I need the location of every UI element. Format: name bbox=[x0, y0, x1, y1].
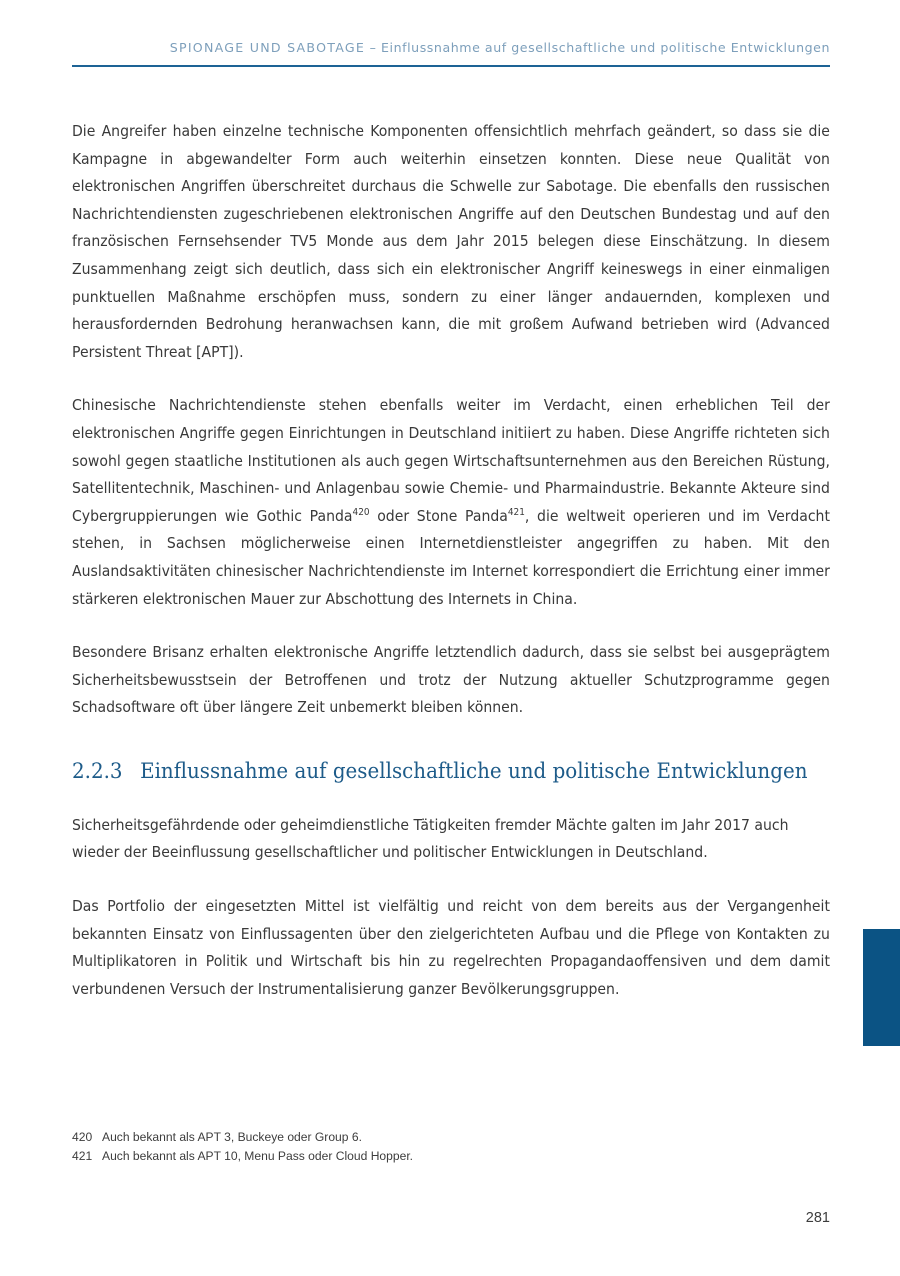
footnote-item bbox=[72, 1128, 772, 1147]
page-content bbox=[72, 118, 830, 1003]
paragraph-5: Das Portfolio der eingesetzten Mittel ist vielfältig und reicht von dem bereits aus der Vergangenheit bekannten Einsatz von Einflussagenten über den zielgerichteten Aufbau und die Pflege von Kontakten zu Multiplikatoren in Politik und Wirtschaft bis hin zu regelrechten Propagandaoffensiven und dem damit verbundenen Versuch der Instrumentalisierung ganzer Bevölkerungsgruppen. bbox=[72, 897, 830, 998]
footnote-item bbox=[72, 1147, 772, 1166]
chapter-thumb-tab bbox=[863, 929, 900, 1046]
paragraph-1: Die Angreifer haben einzelne technische Komponenten offensichtlich mehrfach geändert, so dass sie die Kampagne in abgewandelter Form auch weiterhin einsetzen konnten. Diese neue Qualität von elektronischen Angriffen überschreitet durchaus die Schwelle zur Sabotage. Die ebenfalls den russischen Nachrichtendiensten zugeschriebenen elektronischen Angriffe auf den Deutschen Bundestag und auf den französischen Fernsehsender TV5 Monde aus dem Jahr 2015 belegen diese Einschätzung. In diesem Zusammenhang zeigt sich deutlich, dass sich ein elektronischer Angriff keineswegs in einer einmaligen punktuellen Maßnahme erschöpfen muss, sondern zu einer länger andauernden, komplexen und herausfordernden Bedrohung heranwachsen kann, die mit großem Aufwand betrieben wird (Advanced Persistent Threat [APT]). bbox=[72, 122, 830, 361]
footnote-number: 421 bbox=[72, 1149, 93, 1163]
footnote-area bbox=[72, 1128, 772, 1166]
running-header bbox=[72, 40, 830, 55]
footnote-marker-421[interactable]: 421 bbox=[507, 506, 525, 518]
page-title bbox=[72, 758, 826, 786]
paragraph-2-text-a: Chinesische Nachrichtendienste stehen ebenfalls weiter im Verdacht, einen erheblichen Teil der elektronischen Angriffe gegen Einrichtungen in Deutschland initiiert zu haben. Diese Angriffe richteten sich sowohl gegen staatliche Institutionen als auch gegen Wirtschaftsunternehmen aus den Bereichen Rüstung, Satellitentechnik, Maschinen- und Anlagenbau sowie Chemie- und Pharmaindustrie. Bekannte Akteure sind Cybergruppierungen wie Gothic Panda bbox=[72, 396, 830, 525]
footnote-text: Auch bekannt als APT 3, Buckeye oder Group 6. bbox=[102, 1130, 362, 1144]
paragraph-4: Sicherheitsgefährdende oder geheimdienstliche Tätigkeiten fremder Mächte galten im Jahr 2017 auch wieder der Beeinflussung gesellschaftlicher und politischer Entwicklungen in Deutschland. bbox=[72, 815, 789, 862]
header-rule-divider bbox=[72, 65, 830, 67]
footnote-number: 420 bbox=[72, 1130, 93, 1144]
running-header-subtitle: Einflussnahme auf gesellschaftliche und politische Entwicklungen bbox=[381, 40, 830, 55]
section-heading-block bbox=[72, 748, 830, 786]
footnote-marker-420[interactable]: 420 bbox=[352, 506, 370, 518]
paragraph-2-text-b: oder Stone Panda bbox=[369, 506, 508, 525]
running-header-dash: – bbox=[365, 40, 382, 55]
section-title: Einflussnahme auf gesellschaftliche und politische Entwicklungen bbox=[140, 758, 808, 784]
footnote-text: Auch bekannt als APT 10, Menu Pass oder Cloud Hopper. bbox=[102, 1149, 414, 1163]
section-number: 2.2.3 bbox=[72, 758, 123, 784]
paragraph-2 bbox=[72, 392, 830, 613]
page-number: 281 bbox=[805, 1210, 830, 1226]
paragraph-2-text-c: , die weltweit operieren und im Verdacht stehen, in Sachsen möglicherweise einen Internetdienstleister angegriffen zu haben. Mit den Auslandsaktivitäten chinesischer Nachrichtendienste im Internet korrespondiert die Errichtung einer immer stärkeren elektronischen Mauer zur Abschottung des Internets in China. bbox=[72, 506, 830, 608]
running-header-section: SPIONAGE UND SABOTAGE bbox=[169, 40, 366, 55]
paragraph-3: Besondere Brisanz erhalten elektronische Angriffe letztendlich dadurch, dass sie selbst bei ausgeprägtem Sicherheitsbewusstsein der Betroffenen und trotz der Nutzung aktueller Schutzprogramme gegen Schadsoftware oft über längere Zeit unbemerkt bleiben können. bbox=[72, 643, 830, 717]
